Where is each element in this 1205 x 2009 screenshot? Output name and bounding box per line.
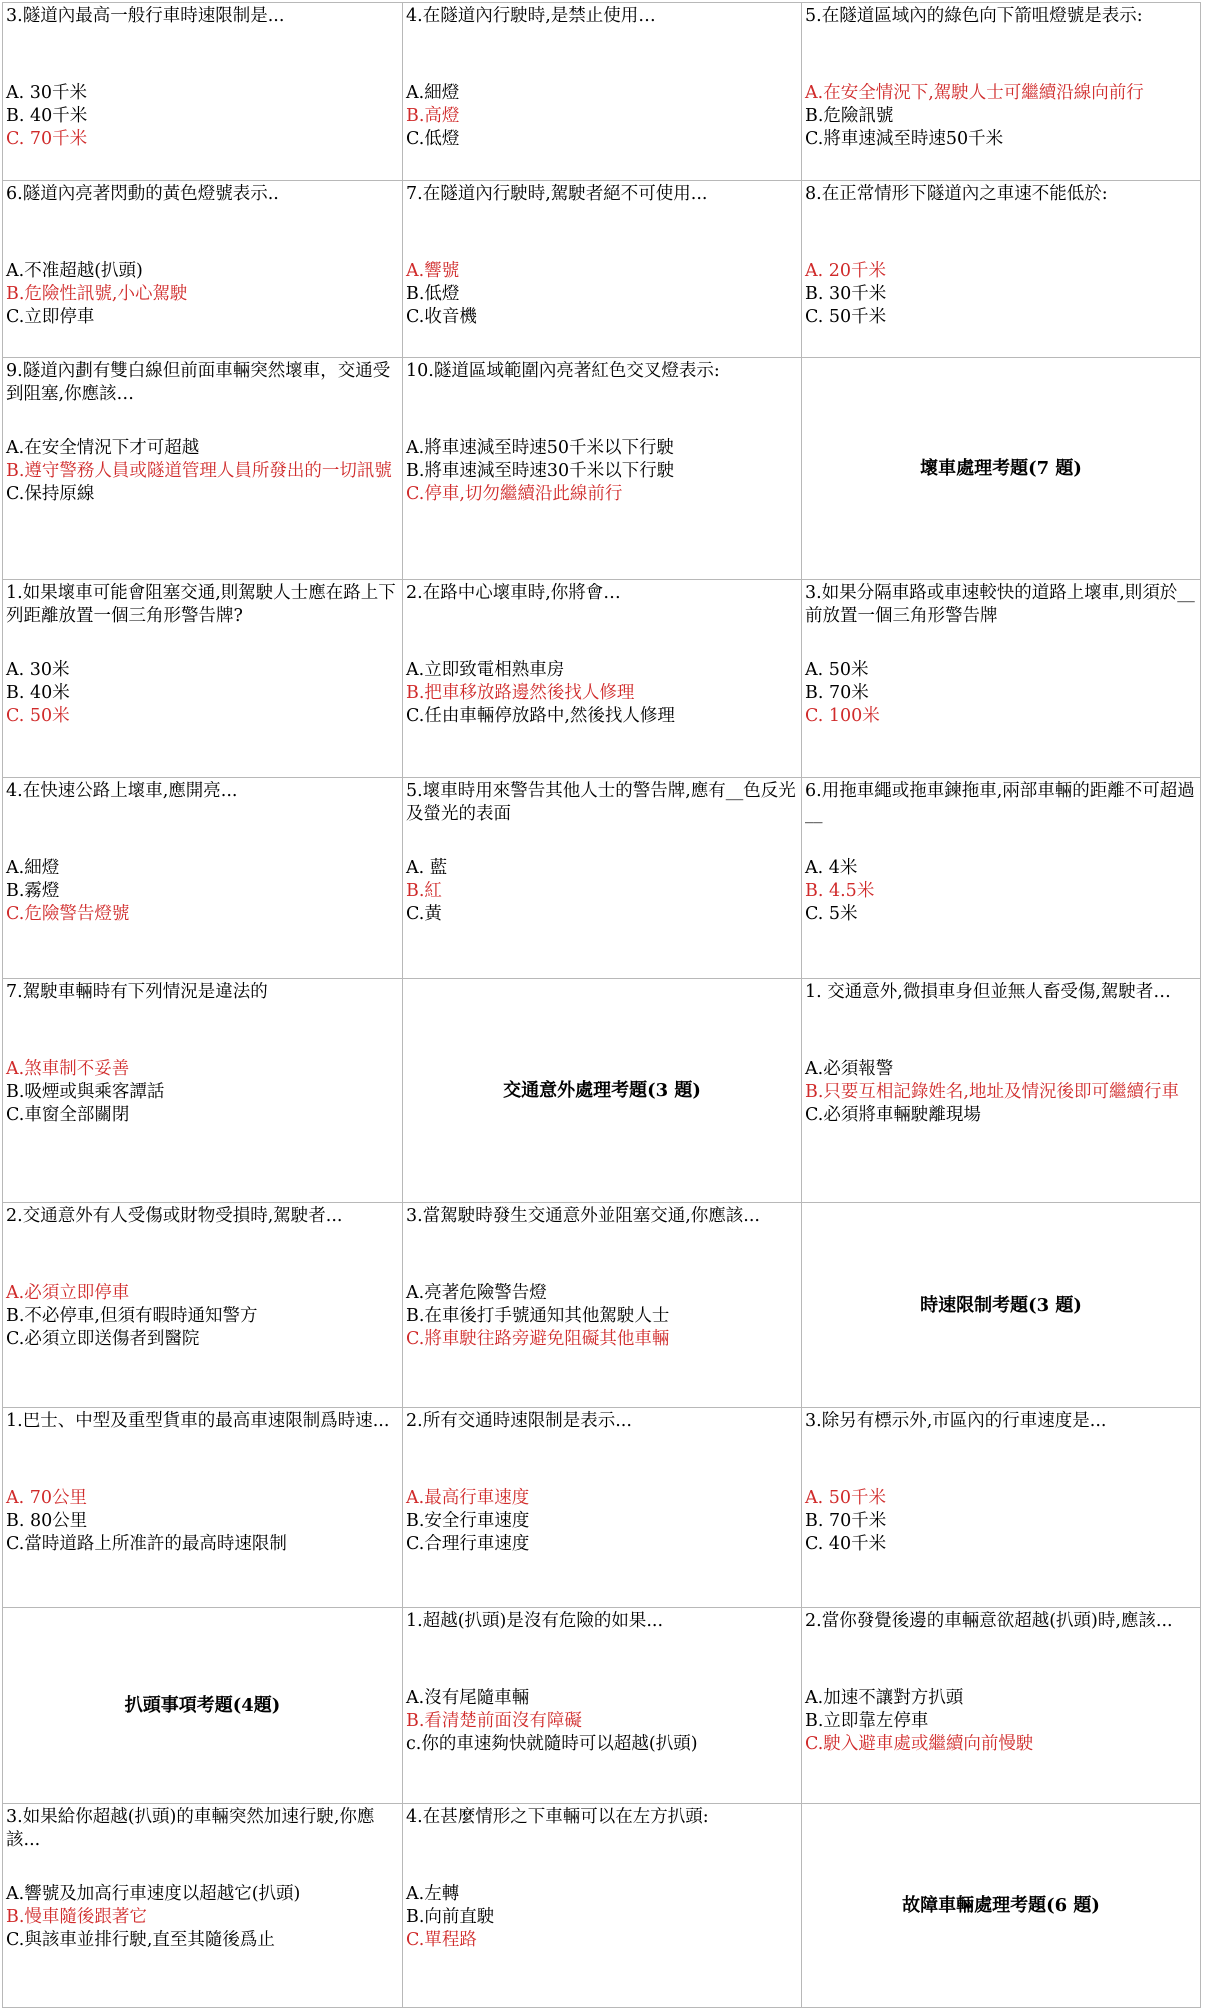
answer-options <box>406 260 798 329</box>
correct-answer-option: A.煞車制不妥善 <box>6 1059 130 1079</box>
table-row <box>3 181 1201 358</box>
answer-option: C.車窗全部關閉 <box>6 1105 130 1125</box>
section-heading-cell <box>3 1608 403 1804</box>
answer-options <box>406 1282 798 1351</box>
question-text: 2.所有交通時速限制是表示... <box>406 1411 632 1431</box>
answer-option: B.霧燈 <box>6 881 60 901</box>
answer-option: C.與該車並排行駛,直至其隨後爲止 <box>6 1930 275 1950</box>
question-cell <box>3 1408 403 1608</box>
answer-option: B.安全行車速度 <box>406 1511 530 1531</box>
answer-option: C.必須將車輛駛離現場 <box>805 1105 981 1125</box>
answer-option: A.細燈 <box>6 858 60 878</box>
answer-option: A. 50米 <box>805 660 869 680</box>
question-text: 4.在甚麼情形之下車輛可以在左方扒頭: <box>406 1807 709 1827</box>
question-text: 5.壞車時用來警告其他人士的警告牌,應有__色反光及螢光的表面 <box>406 781 796 824</box>
correct-answer-option: C. 70千米 <box>6 129 88 149</box>
answer-options <box>406 857 798 926</box>
correct-answer-option: C. 50米 <box>6 706 70 726</box>
question-text: 2.交通意外有人受傷或財物受損時,駕駛者... <box>6 1206 343 1226</box>
correct-answer-option: B.只要互相記錄姓名,地址及情況後即可繼續行車 <box>805 1082 1179 1102</box>
answer-option: A.沒有尾隨車輛 <box>406 1688 530 1708</box>
question-cell <box>403 1203 802 1408</box>
question-cell <box>802 1408 1201 1608</box>
answer-option: A.立即致電相熟車房 <box>406 660 565 680</box>
question-cell <box>3 1203 403 1408</box>
correct-answer-option: B. 4.5米 <box>805 881 875 901</box>
question-cell <box>403 778 802 979</box>
question-cell <box>403 1804 802 2008</box>
answer-option: B. 70千米 <box>805 1511 887 1531</box>
answer-option: B.立即靠左停車 <box>805 1711 929 1731</box>
question-text: 1.超越(扒頭)是沒有危險的如果... <box>406 1611 664 1631</box>
question-cell <box>802 181 1201 358</box>
correct-answer-option: B.看清楚前面沒有障礙 <box>406 1711 582 1731</box>
answer-options <box>406 1487 798 1556</box>
question-cell <box>403 580 802 778</box>
correct-answer-option: A. 70公里 <box>6 1488 88 1508</box>
question-text: 5.在隧道區域內的綠色向下箭咀燈號是表示: <box>805 6 1143 26</box>
question-cell <box>403 3 802 181</box>
question-text: 2.在路中心壞車時,你將會… <box>406 583 621 603</box>
answer-option: A. 藍 <box>406 858 448 878</box>
question-text: 7.駕駛車輛時有下列情況是違法的 <box>6 982 268 1002</box>
answer-option: A.亮著危險警告燈 <box>406 1283 547 1303</box>
question-text: 1.如果壞車可能會阻塞交通,則駕駛人士應在路上下列距離放置一個三角形警告牌? <box>6 583 396 626</box>
table-row <box>3 1804 1201 2008</box>
answer-option: C.收音機 <box>406 307 477 327</box>
question-cell <box>802 1608 1201 1804</box>
answer-option: c.你的車速夠快就隨時可以超越(扒頭) <box>406 1734 698 1754</box>
question-text: 3.除另有標示外,市區內的行車速度是... <box>805 1411 1107 1431</box>
answer-option: C.保持原線 <box>6 484 95 504</box>
question-text: 3.隧道內最高一般行車時速限制是... <box>6 6 285 26</box>
answer-option: A.不准超越(扒頭) <box>6 261 143 281</box>
answer-option: B.將車速減至時速30千米以下行駛 <box>406 461 675 481</box>
answer-option: B.低燈 <box>406 284 460 304</box>
answer-option: A. 30米 <box>6 660 70 680</box>
answer-option: C.立即停車 <box>6 307 95 327</box>
answer-option: C. 40千米 <box>805 1534 887 1554</box>
correct-answer-option: B.紅 <box>406 881 442 901</box>
question-text: 1. 交通意外,微損車身但並無人畜受傷,駕駛者… <box>805 982 1171 1002</box>
question-cell <box>802 979 1201 1203</box>
section-heading-cell <box>802 1804 1201 2008</box>
question-text: 6.用拖車繩或拖車鍊拖車,兩部車輛的距離不可超過__ <box>805 781 1195 824</box>
correct-answer-option: B.危險性訊號,小心駕駛 <box>6 284 188 304</box>
question-cell <box>3 358 403 580</box>
answer-option: C.低燈 <box>406 129 460 149</box>
correct-answer-option: A.必須立即停車 <box>6 1283 130 1303</box>
answer-option: B.向前直駛 <box>406 1907 495 1927</box>
section-heading-cell <box>802 358 1201 580</box>
correct-answer-option: C.危險警告燈號 <box>6 904 130 924</box>
table-row <box>3 1608 1201 1804</box>
answer-option: A.響號及加高行車速度以超越它(扒頭) <box>6 1884 301 1904</box>
section-heading-cell <box>403 979 802 1203</box>
table-row <box>3 778 1201 979</box>
answer-options <box>406 82 798 151</box>
answer-option: B.吸煙或與乘客譚話 <box>6 1082 165 1102</box>
question-cell <box>3 1804 403 2008</box>
correct-answer-option: B.遵守警務人員或隧道管理人員所發出的一切訊號 <box>6 461 392 481</box>
question-text: 8.在正常情形下隧道內之車速不能低於: <box>805 184 1108 204</box>
correct-answer-option: B.慢車隨後跟著它 <box>6 1907 147 1927</box>
answer-options <box>6 1058 399 1127</box>
correct-answer-option: A. 20千米 <box>805 261 887 281</box>
answer-options <box>406 1687 798 1756</box>
correct-answer-option: A. 50千米 <box>805 1488 887 1508</box>
correct-answer-option: C.單程路 <box>406 1930 477 1950</box>
answer-options <box>6 659 399 728</box>
correct-answer-option: A.在安全情況下,駕駛人士可繼續沿線向前行 <box>805 83 1144 103</box>
section-heading: 時速限制考題(3 題) <box>920 1294 1082 1316</box>
table-row <box>3 358 1201 580</box>
answer-option: C.當時道路上所准許的最高時速限制 <box>6 1534 287 1554</box>
section-heading-cell <box>802 1203 1201 1408</box>
answer-options <box>406 659 798 728</box>
answer-options <box>805 260 1197 329</box>
answer-options <box>805 1058 1197 1127</box>
answer-option: C.必須立即送傷者到醫院 <box>6 1329 200 1349</box>
answer-options <box>805 857 1197 926</box>
question-cell <box>3 778 403 979</box>
question-cell <box>802 3 1201 181</box>
question-cell <box>802 580 1201 778</box>
section-heading: 扒頭事項考題(4題) <box>124 1695 281 1716</box>
quiz-table <box>2 2 1201 2008</box>
question-text: 3.如果給你超越(扒頭)的車輛突然加速行駛,你應該... <box>6 1807 375 1850</box>
answer-options <box>6 260 399 329</box>
question-cell <box>403 1408 802 1608</box>
table-row <box>3 580 1201 778</box>
answer-options <box>805 1487 1197 1556</box>
question-cell <box>3 580 403 778</box>
correct-answer-option: A.響號 <box>406 261 460 281</box>
answer-option: B.在車後打手號通知其他駕駛人士 <box>406 1306 670 1326</box>
table-row <box>3 3 1201 181</box>
answer-option: C.任由車輛停放路中,然後找人修理 <box>406 706 675 726</box>
answer-option: B. 40千米 <box>6 106 88 126</box>
question-cell <box>403 358 802 580</box>
question-text: 9.隧道內劃有雙白線但前面車輛突然壞車，交通受到阻塞,你應該… <box>6 361 391 404</box>
section-heading: 壞車處理考題(7 題) <box>920 458 1082 479</box>
answer-option: A.左轉 <box>406 1884 460 1904</box>
answer-option: B. 80公里 <box>6 1511 88 1531</box>
answer-options <box>805 1687 1197 1756</box>
answer-option: B. 70米 <box>805 683 869 703</box>
section-heading: 故障車輛處理考題(6 題) <box>902 1895 1100 1916</box>
answer-option: A.在安全情況下才可超越 <box>6 438 200 458</box>
answer-option: C.將車速減至時速50千米 <box>805 129 1004 149</box>
answer-options <box>6 437 399 506</box>
answer-option: B.不必停車,但須有暇時通知警方 <box>6 1306 258 1326</box>
correct-answer-option: C. 100米 <box>805 706 880 726</box>
question-text: 3.當駕駛時發生交通意外並阻塞交通,你應該... <box>406 1206 760 1226</box>
correct-answer-option: C.駛入避車處或繼續向前慢駛 <box>805 1734 1034 1754</box>
question-text: 10.隧道區域範圍內亮著紅色交叉燈表示: <box>406 361 720 381</box>
answer-option: B. 30千米 <box>805 284 887 304</box>
table-row <box>3 979 1201 1203</box>
answer-options <box>805 82 1197 151</box>
answer-option: A.細燈 <box>406 83 460 103</box>
answer-options <box>6 1883 399 1952</box>
question-text: 4.在隧道內行駛時,是禁止使用… <box>406 6 656 26</box>
answer-option: C.合理行車速度 <box>406 1534 530 1554</box>
question-cell <box>403 181 802 358</box>
question-text: 1.巴士、中型及重型貨車的最高車速限制爲時速... <box>6 1411 390 1431</box>
correct-answer-option: A.最高行車速度 <box>406 1488 530 1508</box>
correct-answer-option: C.停車,切勿繼續沿此線前行 <box>406 484 623 504</box>
answer-options <box>6 1487 399 1556</box>
answer-options <box>6 1282 399 1351</box>
question-cell <box>403 1608 802 1804</box>
correct-answer-option: B.把車移放路邊然後找人修理 <box>406 683 635 703</box>
question-cell <box>802 778 1201 979</box>
quiz-table-body <box>3 3 1201 2008</box>
table-row <box>3 1203 1201 1408</box>
answer-option: B.危險訊號 <box>805 106 894 126</box>
table-row <box>3 1408 1201 1608</box>
answer-options <box>406 1883 798 1952</box>
answer-options <box>805 659 1197 728</box>
answer-option: A.加速不讓對方扒頭 <box>805 1688 964 1708</box>
question-text: 4.在快速公路上壞車,應開亮... <box>6 781 238 801</box>
answer-options <box>6 82 399 151</box>
answer-options <box>6 857 399 926</box>
answer-options <box>406 437 798 506</box>
question-text: 7.在隧道內行駛時,駕駛者絕不可使用... <box>406 184 708 204</box>
question-text: 6.隧道內亮著閃動的黃色燈號表示.. <box>6 184 279 204</box>
answer-option: A. 30千米 <box>6 83 88 103</box>
answer-option: B. 40米 <box>6 683 70 703</box>
question-text: 2.當你發覺後邊的車輛意欲超越(扒頭)時,應該... <box>805 1611 1173 1631</box>
question-text: 3.如果分隔車路或車速較快的道路上壞車,則須於__前放置一個三角形警告牌 <box>805 583 1195 626</box>
question-cell <box>3 3 403 181</box>
section-heading: 交通意外處理考題(3 題) <box>503 1080 701 1101</box>
answer-option: A. 4米 <box>805 858 858 878</box>
answer-option: C. 5米 <box>805 904 858 924</box>
answer-option: A.必須報警 <box>805 1059 894 1079</box>
correct-answer-option: B.高燈 <box>406 106 460 126</box>
answer-option: A.將車速減至時速50千米以下行駛 <box>406 438 674 458</box>
answer-option: C.黃 <box>406 904 442 924</box>
question-cell <box>3 979 403 1203</box>
answer-option: C. 50千米 <box>805 307 887 327</box>
correct-answer-option: C.將車駛往路旁避免阻礙其他車輛 <box>406 1329 670 1349</box>
question-cell <box>3 181 403 358</box>
